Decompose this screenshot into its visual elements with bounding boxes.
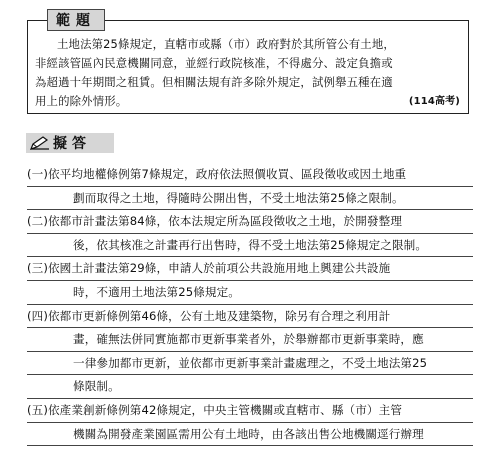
question-line-1: 土地法第25條規定，直轄市或縣（市）政府對於其所管公有土地， [57, 37, 395, 51]
pencil-icon [30, 136, 50, 150]
answer-line-3: (二)依都市計畫法第84條，依本法規定所為區段徵收之土地，於開發整理 [27, 210, 473, 234]
answer-line-12: 機關為開發產業園區需用公有土地時，由各該出售公地機關逕行辦理 [27, 423, 473, 447]
answer-line-10: 條限制。 [27, 375, 473, 399]
answer-list [27, 163, 473, 446]
question-line-4-text: 用上的除外情形。 [35, 94, 128, 108]
answer-title: 擬答 [53, 136, 91, 152]
question-box [27, 20, 469, 114]
answer-line-8: 畫，確無法併同實施都市更新事業者外，於舉辦都市更新事業時，應 [27, 328, 473, 352]
answer-line-1: (一)依平均地權條例第7條規定，政府依法照價收買、區段徵收或因土地重 [27, 163, 473, 187]
question-line-3: 為超過十年期間之租賃。但相關法規有許多除外規定，試例舉五種在適 [35, 75, 393, 89]
answer-line-5: (三)依國土計畫法第29條，申請人於前項公共設施用地上興建公共設施 [27, 257, 473, 281]
question-line-2: 非經該管區內民意機關同意，並經行政院核准，不得處分、設定負擔或 [35, 56, 393, 70]
answer-line-4: 後，依其核准之計畫再行出售時，得不受土地法第25條規定之限制。 [27, 234, 473, 258]
answer-line-7: (四)依都市更新條例第46條，公有土地及建築物，除另有合理之利用計 [27, 305, 473, 329]
answer-line-2: 劃而取得之土地，得隨時公開出售，不受土地法第25條之限制。 [27, 187, 473, 211]
answer-header [26, 133, 114, 153]
answer-line-11: (五)依產業創新條例第42條規定，中央主管機關或直轄市、縣（市）主管 [27, 399, 473, 423]
exam-source-tag: (114高考) [408, 96, 460, 107]
answer-bar [26, 133, 114, 153]
answer-line-6: 時，不適用土地法第25條規定。 [27, 281, 473, 305]
question-line-4 [35, 92, 462, 111]
answer-line-9: 一律參加都市更新，並依都市更新事業計畫處理之，不受土地法第25 [27, 352, 473, 376]
question-tag: 範題 [47, 9, 105, 31]
